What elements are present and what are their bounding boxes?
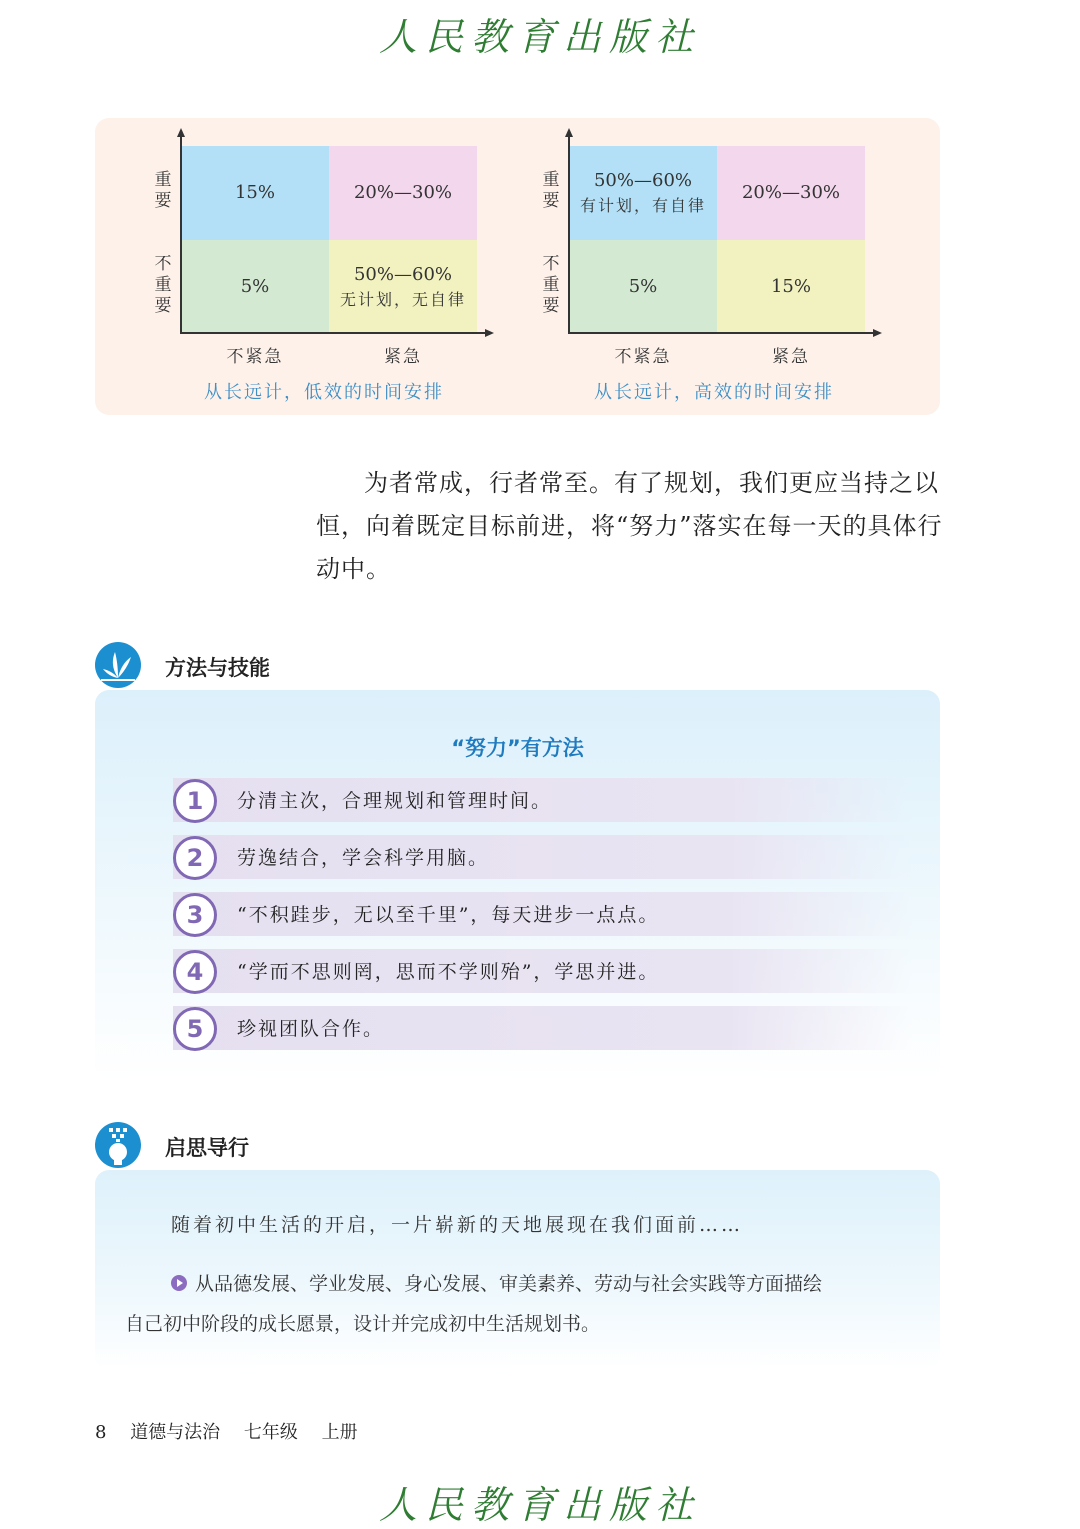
lightbulb-icon [95,1122,141,1168]
publisher-header: 人民教育出版社 [378,15,701,59]
book-grade: 七年级 [243,1422,298,1443]
matrix-right-caption: 从长远计，高效的时间安排 [594,382,834,403]
cell-value: 15% [234,181,275,203]
y-label-not-important: 不重要 [542,254,560,316]
x-axis [568,332,874,334]
x-label-not-urgent: 不紧急 [614,347,672,367]
method-item [173,1006,913,1050]
method-item [173,949,913,993]
methods-box-title: “努力”有方法 [451,736,584,760]
cell-important-not-urgent [569,146,717,240]
cell-value: 20%—30% [741,181,840,203]
page-footer [95,1418,376,1444]
body-paragraph: 为者常成，行者常至。有了规划，我们更应当持之以恒，向着既定目标前进，将“努力”落实在每一天的具体行动中。 [316,469,943,583]
y-axis-arrow [177,128,185,137]
x-axis-arrow [873,329,882,337]
cell-value: 15% [770,275,811,297]
method-item [173,892,913,936]
y-label-not-important: 不重要 [154,254,172,316]
cell-not-important-not-urgent [569,240,717,334]
method-text: “不积跬步，无以至千里”，每天进步一点点。 [237,904,660,926]
cell-note: 有计划，有自律 [579,196,706,216]
number-badge: 5 [173,1007,217,1051]
cell-value: 50%—60% [353,264,452,286]
method-text: 珍视团队合作。 [237,1018,385,1040]
task-line-2: 自己初中阶段的成长愿景，设计并完成初中生活规划书。 [125,1313,601,1335]
thinking-box [95,1170,940,1370]
matrix-grid [181,146,477,334]
cell-note: 无计划，无自律 [339,290,466,310]
method-item [173,835,913,879]
method-text: “学而不思则罔，思而不学则殆”，学思并进。 [237,961,660,983]
task-text: 从品德发展、学业发展、身心发展、审美素养、劳动与社会实践等方面描绘 [195,1273,823,1295]
x-label-urgent: 紧急 [384,347,422,367]
method-item [173,778,913,822]
y-axis-arrow [565,128,573,137]
cell-not-important-urgent [329,240,477,334]
page-number: 8 [95,1422,107,1443]
cell-not-important-not-urgent [181,240,329,334]
cell-not-important-urgent [717,240,865,334]
y-label-important: 重要 [154,170,172,211]
cell-important-not-urgent [181,146,329,240]
number-badge: 4 [173,950,217,994]
cell-value: 50%—60% [593,170,692,192]
cell-value: 5% [240,275,270,297]
task-line-1 [171,1269,822,1296]
y-axis [180,136,182,334]
x-label-not-urgent: 不紧急 [226,347,284,367]
method-text: 分清主次，合理规划和管理时间。 [237,790,553,812]
method-text: 劳逸结合，学会科学用脑。 [237,847,490,869]
methods-box [95,690,940,1080]
thinking-section-title: 启思导行 [165,1136,249,1160]
methods-section-title: 方法与技能 [165,656,270,680]
book-volume: 上册 [321,1422,358,1443]
cell-value: 20%—30% [353,181,452,203]
thinking-lead-text: 随着初中生活的开启，一片崭新的天地展现在我们面前…… [171,1214,744,1236]
leaves-icon [95,642,141,688]
matrix-grid [569,146,865,334]
number-badge: 2 [173,836,217,880]
x-axis-arrow [485,329,494,337]
play-bullet-icon [171,1275,187,1291]
cell-value: 5% [628,275,658,297]
matrix-left-caption: 从长远计，低效的时间安排 [204,382,444,403]
x-axis [180,332,486,334]
y-axis [568,136,570,334]
book-subject: 道德与法治 [130,1422,221,1443]
y-label-important: 重要 [542,170,560,211]
cell-important-urgent [717,146,865,240]
publisher-footer: 人民教育出版社 [378,1483,701,1527]
number-badge: 3 [173,893,217,937]
cell-important-urgent [329,146,477,240]
x-label-urgent: 紧急 [772,347,810,367]
number-badge: 1 [173,779,217,823]
time-matrix-panel [95,118,940,415]
